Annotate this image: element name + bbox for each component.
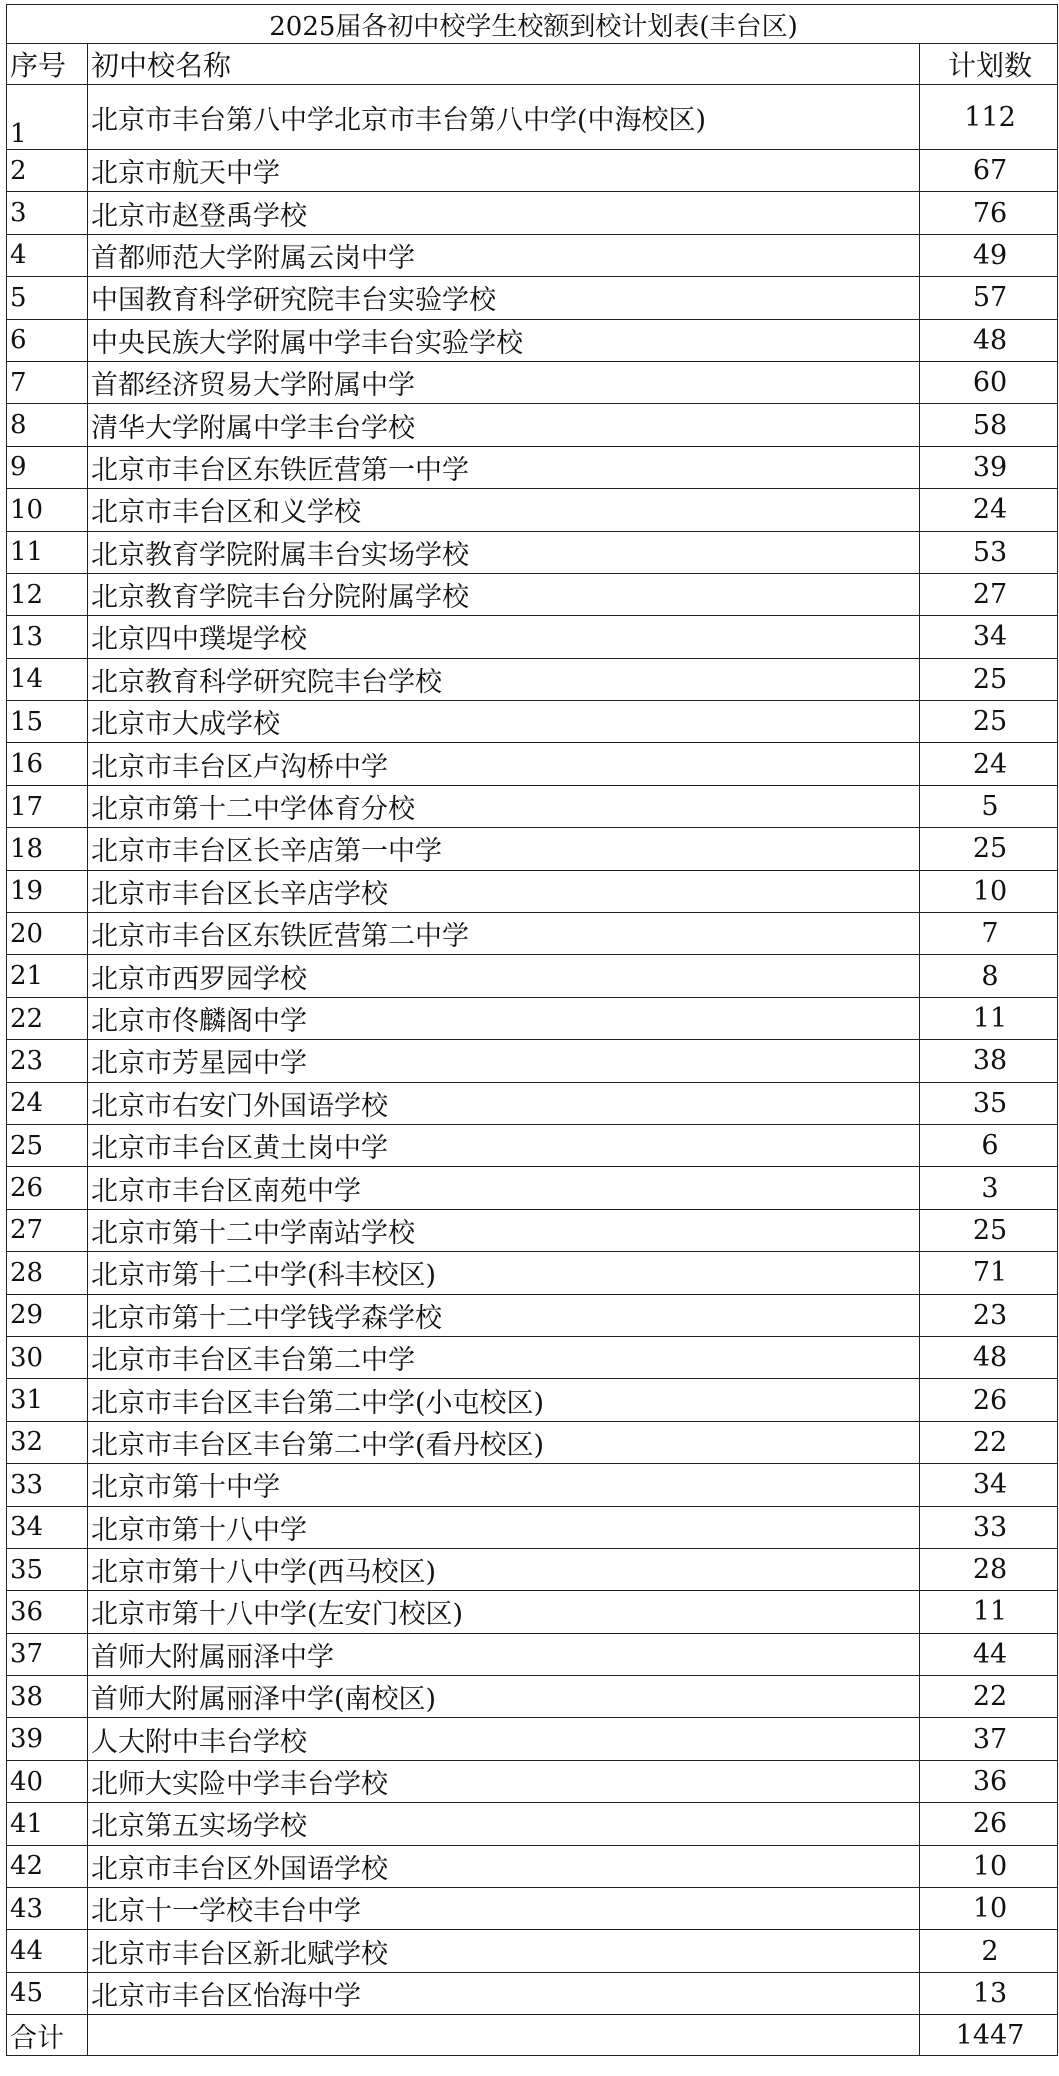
quota-table <box>6 4 1058 2056</box>
table-row <box>7 1676 1058 1718</box>
table-row <box>7 277 1058 319</box>
row-school-name: 北京市第十二中学体育分校 <box>88 785 920 827</box>
table-row <box>7 1124 1058 1166</box>
row-plan-count: 38 <box>920 1040 1058 1082</box>
row-seq: 33 <box>7 1464 88 1506</box>
row-seq: 15 <box>7 701 88 743</box>
row-seq: 14 <box>7 658 88 700</box>
row-seq: 24 <box>7 1082 88 1124</box>
table-row <box>7 870 1058 912</box>
table-row <box>7 1336 1058 1378</box>
row-seq: 10 <box>7 489 88 531</box>
row-plan-count: 2 <box>920 1930 1058 1972</box>
row-plan-count: 112 <box>920 85 1058 150</box>
row-seq: 44 <box>7 1930 88 1972</box>
row-school-name: 首都经济贸易大学附属中学 <box>88 361 920 403</box>
row-plan-count: 25 <box>920 1209 1058 1251</box>
row-seq: 25 <box>7 1124 88 1166</box>
row-plan-count: 24 <box>920 489 1058 531</box>
row-plan-count: 24 <box>920 743 1058 785</box>
row-school-name: 北京市第十二中学南站学校 <box>88 1209 920 1251</box>
row-seq: 26 <box>7 1167 88 1209</box>
total-name <box>88 2015 920 2056</box>
table-row <box>7 1930 1058 1972</box>
row-plan-count: 26 <box>920 1379 1058 1421</box>
row-school-name: 北京十一学校丰台中学 <box>88 1888 920 1930</box>
row-school-name: 北京市大成学校 <box>88 701 920 743</box>
table-row <box>7 1082 1058 1124</box>
row-seq: 17 <box>7 785 88 827</box>
table-row <box>7 997 1058 1039</box>
row-plan-count: 22 <box>920 1676 1058 1718</box>
table-row <box>7 1718 1058 1760</box>
row-seq: 21 <box>7 955 88 997</box>
row-plan-count: 10 <box>920 1888 1058 1930</box>
row-seq: 41 <box>7 1803 88 1845</box>
row-seq: 38 <box>7 1676 88 1718</box>
row-plan-count: 13 <box>920 1972 1058 2014</box>
row-school-name: 北京第五实场学校 <box>88 1803 920 1845</box>
total-plan-count: 1447 <box>920 2015 1058 2056</box>
table-row <box>7 828 1058 870</box>
table-row <box>7 1209 1058 1251</box>
row-seq: 16 <box>7 743 88 785</box>
row-school-name: 北京市丰台第八中学北京市丰台第八中学(中海校区) <box>88 85 920 150</box>
row-school-name: 北京市丰台区黄土岗中学 <box>88 1124 920 1166</box>
table-row <box>7 150 1058 192</box>
row-seq: 23 <box>7 1040 88 1082</box>
row-plan-count: 60 <box>920 361 1058 403</box>
table-row <box>7 701 1058 743</box>
row-school-name: 北京市丰台区丰台第二中学(小屯校区) <box>88 1379 920 1421</box>
row-school-name: 北京市丰台区卢沟桥中学 <box>88 743 920 785</box>
header-row <box>7 44 1058 85</box>
row-seq: 37 <box>7 1633 88 1675</box>
table-row <box>7 955 1058 997</box>
row-plan-count: 33 <box>920 1506 1058 1548</box>
table-row <box>7 1591 1058 1633</box>
row-school-name: 北京市丰台区新北赋学校 <box>88 1930 920 1972</box>
row-school-name: 北京教育科学研究院丰台学校 <box>88 658 920 700</box>
row-school-name: 北京市丰台区长辛店学校 <box>88 870 920 912</box>
row-plan-count: 5 <box>920 785 1058 827</box>
row-school-name: 中国教育科学研究院丰台实验学校 <box>88 277 920 319</box>
table-row <box>7 658 1058 700</box>
row-plan-count: 28 <box>920 1548 1058 1590</box>
total-row <box>7 2015 1058 2056</box>
row-plan-count: 49 <box>920 234 1058 276</box>
table-row <box>7 913 1058 955</box>
row-plan-count: 25 <box>920 658 1058 700</box>
row-plan-count: 10 <box>920 1845 1058 1887</box>
row-school-name: 北京市丰台区怡海中学 <box>88 1972 920 2014</box>
table-row <box>7 1548 1058 1590</box>
row-plan-count: 48 <box>920 1336 1058 1378</box>
row-plan-count: 44 <box>920 1633 1058 1675</box>
row-seq: 34 <box>7 1506 88 1548</box>
table-row <box>7 1294 1058 1336</box>
row-seq: 8 <box>7 404 88 446</box>
row-seq: 5 <box>7 277 88 319</box>
row-school-name: 北京四中璞堤学校 <box>88 616 920 658</box>
row-school-name: 北京市丰台区丰台第二中学(看丹校区) <box>88 1421 920 1463</box>
row-seq: 40 <box>7 1760 88 1802</box>
row-seq: 2 <box>7 150 88 192</box>
table-row <box>7 1845 1058 1887</box>
row-school-name: 北京市丰台区和义学校 <box>88 489 920 531</box>
table-row <box>7 85 1058 150</box>
row-plan-count: 25 <box>920 701 1058 743</box>
row-school-name: 北京教育学院附属丰台实场学校 <box>88 531 920 573</box>
row-plan-count: 48 <box>920 319 1058 361</box>
row-seq: 43 <box>7 1888 88 1930</box>
row-plan-count: 11 <box>920 1591 1058 1633</box>
table-row <box>7 1888 1058 1930</box>
table-row <box>7 1633 1058 1675</box>
row-school-name: 北京市右安门外国语学校 <box>88 1082 920 1124</box>
table-row <box>7 573 1058 615</box>
row-seq: 22 <box>7 997 88 1039</box>
row-plan-count: 3 <box>920 1167 1058 1209</box>
row-school-name: 人大附中丰台学校 <box>88 1718 920 1760</box>
row-seq: 18 <box>7 828 88 870</box>
header-seq: 序号 <box>7 44 88 85</box>
table-row <box>7 1379 1058 1421</box>
table-row <box>7 743 1058 785</box>
row-seq: 9 <box>7 446 88 488</box>
total-label: 合计 <box>7 2015 88 2056</box>
row-school-name: 清华大学附属中学丰台学校 <box>88 404 920 446</box>
row-school-name: 北京市芳星园中学 <box>88 1040 920 1082</box>
row-plan-count: 76 <box>920 192 1058 234</box>
table-row <box>7 1167 1058 1209</box>
table-row <box>7 1506 1058 1548</box>
row-seq: 1 <box>7 85 88 150</box>
row-plan-count: 8 <box>920 955 1058 997</box>
row-seq: 11 <box>7 531 88 573</box>
row-seq: 20 <box>7 913 88 955</box>
row-school-name: 北京市第十八中学 <box>88 1506 920 1548</box>
table-row <box>7 1803 1058 1845</box>
header-school-name: 初中校名称 <box>88 44 920 85</box>
row-plan-count: 22 <box>920 1421 1058 1463</box>
row-school-name: 北京市第十二中学(科丰校区) <box>88 1252 920 1294</box>
table-row <box>7 192 1058 234</box>
row-school-name: 北京市丰台区长辛店第一中学 <box>88 828 920 870</box>
row-seq: 30 <box>7 1336 88 1378</box>
row-plan-count: 11 <box>920 997 1058 1039</box>
row-seq: 12 <box>7 573 88 615</box>
row-school-name: 首师大附属丽泽中学(南校区) <box>88 1676 920 1718</box>
table-row <box>7 1252 1058 1294</box>
row-school-name: 首都师范大学附属云岗中学 <box>88 234 920 276</box>
row-seq: 6 <box>7 319 88 361</box>
row-seq: 13 <box>7 616 88 658</box>
row-seq: 42 <box>7 1845 88 1887</box>
row-school-name: 北京市丰台区外国语学校 <box>88 1845 920 1887</box>
row-seq: 31 <box>7 1379 88 1421</box>
row-plan-count: 36 <box>920 1760 1058 1802</box>
row-school-name: 北京市西罗园学校 <box>88 955 920 997</box>
table-row <box>7 489 1058 531</box>
row-seq: 29 <box>7 1294 88 1336</box>
row-seq: 3 <box>7 192 88 234</box>
row-seq: 4 <box>7 234 88 276</box>
row-plan-count: 6 <box>920 1124 1058 1166</box>
row-school-name: 首师大附属丽泽中学 <box>88 1633 920 1675</box>
table-row <box>7 404 1058 446</box>
table-row <box>7 616 1058 658</box>
title-row <box>7 5 1058 44</box>
row-school-name: 北京市第十中学 <box>88 1464 920 1506</box>
table-row <box>7 1464 1058 1506</box>
table-row <box>7 531 1058 573</box>
row-seq: 36 <box>7 1591 88 1633</box>
row-plan-count: 34 <box>920 1464 1058 1506</box>
row-seq: 28 <box>7 1252 88 1294</box>
row-seq: 45 <box>7 1972 88 2014</box>
table-row <box>7 1760 1058 1802</box>
row-school-name: 北师大实险中学丰台学校 <box>88 1760 920 1802</box>
table-title: 2025届各初中校学生校额到校计划表(丰台区) <box>7 5 1058 44</box>
row-plan-count: 71 <box>920 1252 1058 1294</box>
table-row <box>7 1040 1058 1082</box>
row-plan-count: 26 <box>920 1803 1058 1845</box>
row-plan-count: 34 <box>920 616 1058 658</box>
row-plan-count: 35 <box>920 1082 1058 1124</box>
row-plan-count: 27 <box>920 573 1058 615</box>
table-row <box>7 319 1058 361</box>
row-plan-count: 7 <box>920 913 1058 955</box>
row-plan-count: 10 <box>920 870 1058 912</box>
row-seq: 27 <box>7 1209 88 1251</box>
table-row <box>7 234 1058 276</box>
table-row <box>7 361 1058 403</box>
row-school-name: 北京市丰台区南苑中学 <box>88 1167 920 1209</box>
row-school-name: 中央民族大学附属中学丰台实验学校 <box>88 319 920 361</box>
table-row <box>7 1421 1058 1463</box>
row-seq: 32 <box>7 1421 88 1463</box>
table-row <box>7 446 1058 488</box>
table-row <box>7 785 1058 827</box>
row-school-name: 北京教育学院丰台分院附属学校 <box>88 573 920 615</box>
table-row <box>7 1972 1058 2014</box>
row-school-name: 北京市丰台区东铁匠营第二中学 <box>88 913 920 955</box>
row-plan-count: 67 <box>920 150 1058 192</box>
row-plan-count: 25 <box>920 828 1058 870</box>
row-school-name: 北京市第十八中学(西马校区) <box>88 1548 920 1590</box>
row-plan-count: 37 <box>920 1718 1058 1760</box>
row-school-name: 北京市丰台区东铁匠营第一中学 <box>88 446 920 488</box>
row-seq: 7 <box>7 361 88 403</box>
row-school-name: 北京市佟麟阁中学 <box>88 997 920 1039</box>
row-seq: 19 <box>7 870 88 912</box>
row-plan-count: 39 <box>920 446 1058 488</box>
row-school-name: 北京市第十八中学(左安门校区) <box>88 1591 920 1633</box>
row-plan-count: 57 <box>920 277 1058 319</box>
row-school-name: 北京市丰台区丰台第二中学 <box>88 1336 920 1378</box>
row-seq: 39 <box>7 1718 88 1760</box>
row-plan-count: 23 <box>920 1294 1058 1336</box>
row-plan-count: 53 <box>920 531 1058 573</box>
row-school-name: 北京市第十二中学钱学森学校 <box>88 1294 920 1336</box>
row-seq: 35 <box>7 1548 88 1590</box>
row-school-name: 北京市航天中学 <box>88 150 920 192</box>
row-plan-count: 58 <box>920 404 1058 446</box>
header-plan-count: 计划数 <box>920 44 1058 85</box>
row-school-name: 北京市赵登禹学校 <box>88 192 920 234</box>
